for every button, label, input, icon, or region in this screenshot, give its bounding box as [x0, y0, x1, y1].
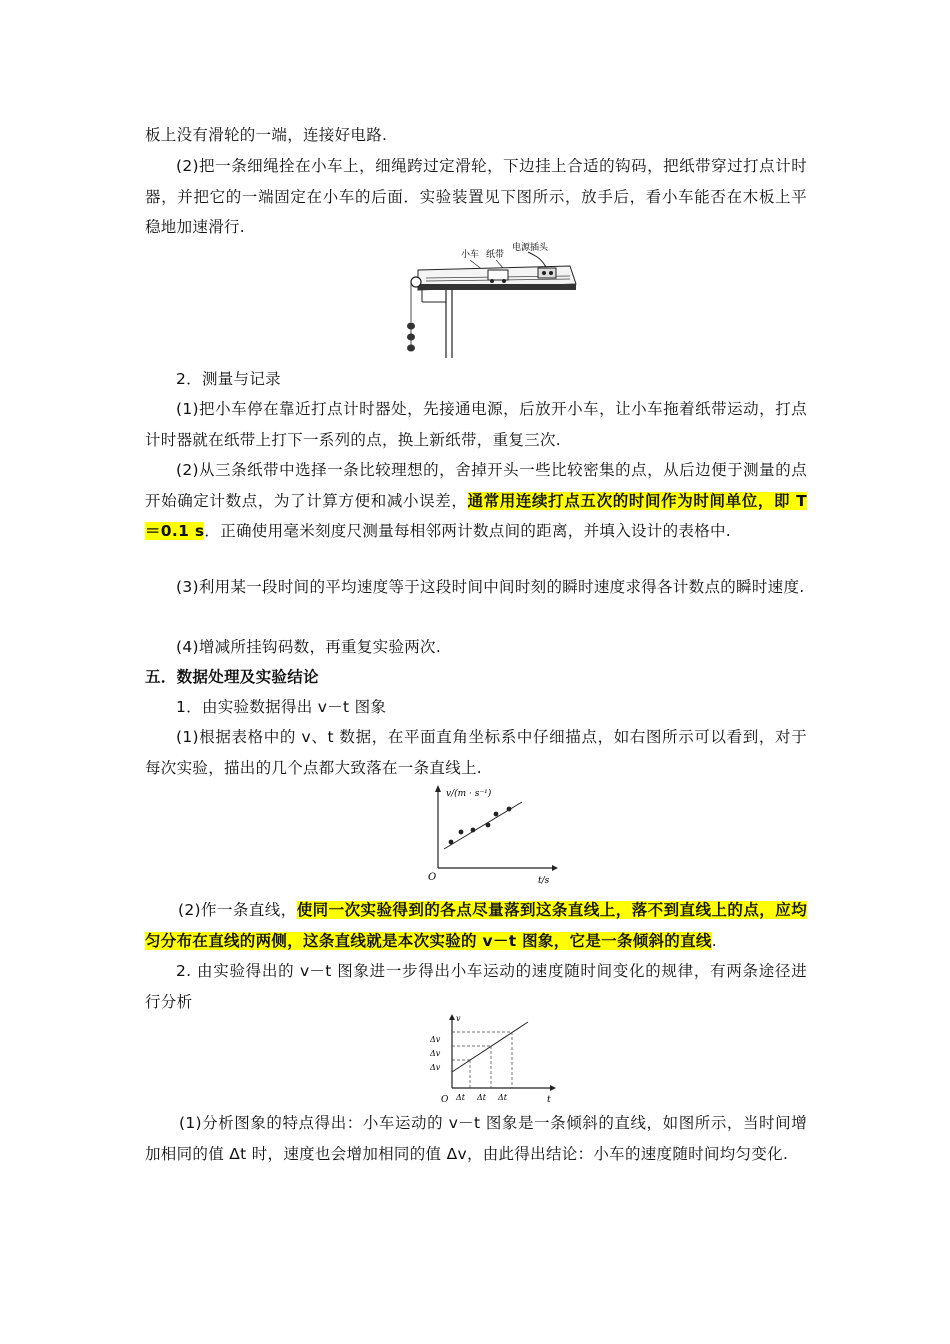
dv-label-2: Δv: [430, 1049, 441, 1058]
paragraph-analysis-1: [145, 1108, 807, 1169]
highlight-time-unit: 通常用连续打点五次的时间作为时间单位，即 T＝0.1 s: [145, 491, 807, 540]
heading-vt-graph: 1．由实验数据得出 v－t 图象: [176, 698, 387, 716]
highlight-straight-line: 使同一次实验得到的各点尽量落到这条直线上，落不到直线上的点，应均匀分布在直线的两侧，这条直线就是本次实验的 v－t 图象，它是一条倾斜的直线: [145, 901, 807, 950]
vt-xlabel: t/s: [538, 876, 550, 886]
dv-ylabel: v: [456, 1014, 461, 1023]
paragraph-step-2: (2)把一条细绳拴在小车上，细绳跨过定滑轮，下边挂上合适的钩码，把纸带穿过打点计时器，并把它的一端固定在小车的后面．实验装置见下图所示，放手后，看小车能否在木板上平稳地加速滑行.: [145, 157, 807, 236]
heading-measure-record: 2．测量与记录: [176, 370, 281, 388]
dt-label-2: Δt: [477, 1093, 486, 1102]
label-car: 小车: [461, 250, 480, 260]
label-plug: 电源插头: [512, 243, 549, 253]
vt-scatter-figure: [418, 782, 558, 888]
dv-origin: O: [441, 1095, 449, 1105]
paragraph-measure-2-text: (2)从三条纸带中选择一条比较理想的，舍掉开头一些比较密集的点，从后边便于测量的点开始确定计数点，为了计算方便和减小误差，: [145, 461, 807, 510]
paragraph-measure-3: (3)利用某一段时间的平均速度等于这段时间中间时刻的瞬时速度求得各计数点的瞬时速度.: [176, 578, 805, 596]
dv-label-3: Δv: [430, 1063, 441, 1072]
dv-dt-figure: [428, 1012, 558, 1106]
paragraph-vt-2-text: (2)作一条直线，: [178, 901, 297, 919]
paragraph-measure-1: (1)把小车停在靠近打点计时器处，先接通电源，后放开小车，让小车拖着纸带运动，打点计时器就在纸带上打下一系列的点，换上新纸带，重复三次.: [145, 400, 807, 449]
apparatus-diagram: [400, 240, 580, 358]
paragraph-vt-2: [145, 895, 807, 956]
dv-dt-graph: [428, 1012, 558, 1106]
paragraph-measure-2-rest: ．正确使用毫米刻度尺测量每相邻两计数点间的距离，并填入设计的表格中.: [204, 522, 732, 540]
paragraph-measure-4: (4)增减所挂钩码数，再重复实验两次.: [176, 638, 442, 656]
paragraph-setup-end: 板上没有滑轮的一端，连接好电路.: [145, 126, 388, 144]
paragraph-vt-1: (1)根据表格中的 v、t 数据，在平面直角坐标系中仔细描点，如右图所示可以看到，对于每次实验，描出的几个点都大致落在一条直线上.: [145, 728, 807, 777]
vt-ylabel: v/(m · s⁻¹): [446, 789, 492, 799]
paragraph-measure-2: [145, 455, 807, 547]
section-heading-data-processing: 五．数据处理及实验结论: [145, 668, 319, 686]
dt-label-1: Δt: [456, 1093, 465, 1102]
paragraph-analysis-1-text: (1)分析图象的特点得出：小车运动的 v－t 图象是一条倾斜的直线，如图所示，当时间增加相同的值 Δt 时，速度也会增加相同的值 Δv，由此得出结论：小车的速度随时间均匀变化.: [145, 1114, 807, 1163]
dv-label-1: Δv: [430, 1035, 441, 1044]
vt-scatter-graph: [418, 782, 558, 888]
paragraph-two-methods: 2. 由实验得出的 v－t 图象进一步得出小车运动的速度随时间变化的规律，有两条途径进行分析: [145, 962, 807, 1011]
paragraph-vt-2-end: .: [711, 931, 717, 950]
dv-xlabel: t: [547, 1095, 551, 1105]
apparatus-figure: [400, 240, 580, 358]
dt-label-3: Δt: [498, 1093, 507, 1102]
vt-origin: O: [428, 872, 437, 883]
label-tape: 纸带: [486, 250, 505, 260]
